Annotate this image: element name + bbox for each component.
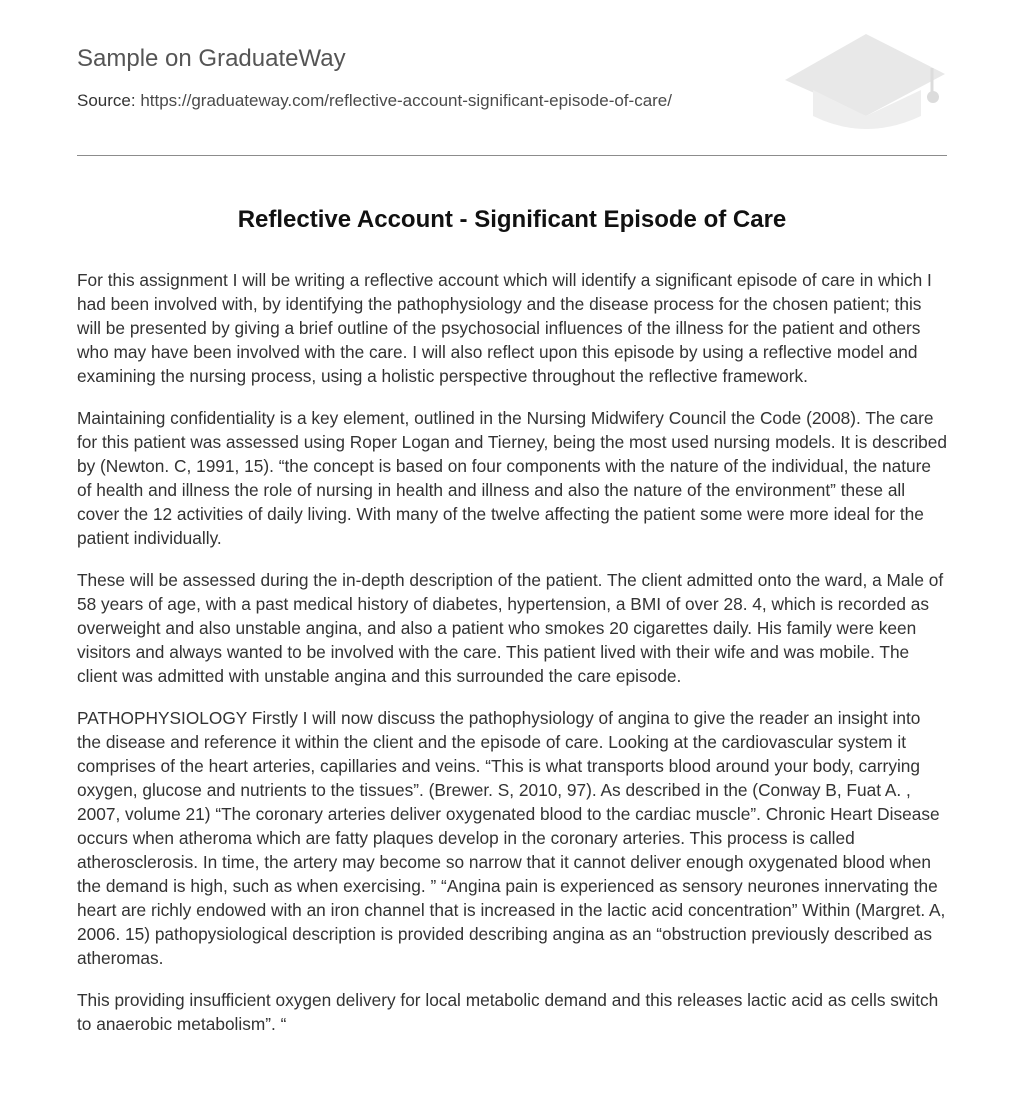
site-title: Sample on GraduateWay [77,45,346,72]
paragraph: For this assignment I will be writing a reflective account which will identify a significant episode of care in which I had been involved with, by identifying the pathophysiology and the disease process for the chosen patient; this will be presented by giving a brief outline of the psychosocial influences of the illness for the patient and others who may have been involved with the care. I will also reflect upon this episode by using a reflective model and examining the nursing process, using a holistic perspective throughout the reflective framework. [77,270,932,386]
paragraph: These will be assessed during the in-depth description of the patient. The client admitted onto the ward, a Male of 58 years of age, with a past medical history of diabetes, hypertension, a BMI of over 28. 4, which is recorded as overweight and also unstable angina, and also a patient who smokes 20 cigarettes daily. His family were keen visitors and always wanted to be involved with the care. This patient lived with their wife and was mobile. The client was admitted with unstable angina and this surrounded the care episode. [77,570,944,686]
document-body [77,268,949,1054]
graduation-cap-icon [781,30,947,134]
paragraph: Maintaining confidentiality is a key element, outlined in the Nursing Midwifery Council the Code (2008). The care for this patient was assessed using Roper Logan and Tierney, being the most used nursing models. It is described by (Newton. C, 1991, 15). “the concept is based on four components with the nature of the individual, the nature of health and illness the role of nursing in health and illness and also the nature of the environment” these all cover the 12 activities of daily living. With many of the twelve affecting the patient some were more ideal for the patient individually. [77,408,947,548]
paragraph: This providing insufficient oxygen delivery for local metabolic demand and this releases lactic acid as cells switch to anaerobic metabolism”. “ [77,990,939,1034]
source-link[interactable]: https://graduateway.com/reflective-account-significant-episode-of-care/ [140,91,672,110]
header-divider [77,155,947,156]
source-line [77,90,672,112]
document-title: Reflective Account - Significant Episode of Care [237,206,787,233]
source-label: Source: [77,91,136,110]
paragraph: PATHOPHYSIOLOGY Firstly I will now discuss the pathophysiology of angina to give the reader an insight into the disease and reference it within the client and the episode of care. Looking at the cardiovascular system it comprises of the heart arteries, capillaries and veins. “This is what transports blood around your body, carrying oxygen, glucose and nutrients to the tissues”. (Brewer. S, 2010, 97). As described in the (Conway B, Fuat A. , 2007, volume 21) “The coronary arteries deliver oxygenated blood to the cardiac muscle”. Chronic Heart Disease occurs when atheroma which are fatty plaques develop in the coronary arteries. This process is called atherosclerosis. In time, the artery may become so narrow that it cannot deliver enough oxygenated blood when the demand is high, such as when exercising. ” “Angina pain is experienced as sensory neurones innervating the heart are richly endowed with an iron channel that is increased in the lactic acid concentration” Within (Margret. A, 2006. 15) pathopysiological description is provided describing angina as an “obstruction previously described as atheromas. [77,708,946,968]
page-header [77,0,947,156]
